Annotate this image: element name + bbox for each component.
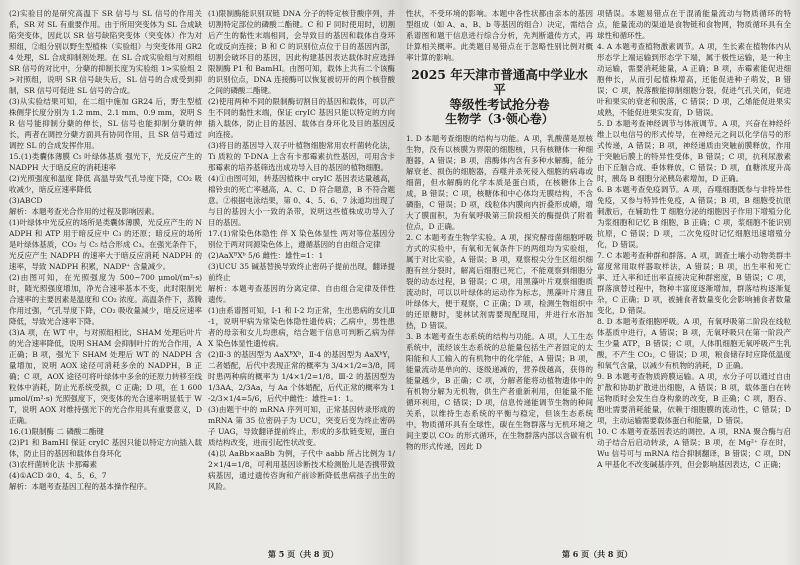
answer-paragraph: 6. B 本题考查免疫调节。A 项，吞噬细胞既参与非特异性免疫，又参与特异性免疫，A 错误；B 项，B 细胞受抗原刺激后，在辅助性 T 细胞分泌的细胞因子作用下增殖分化为浆细胞和记忆 B 细胞，B 正确；C 项，浆细胞不能识别抗原，C 错误；D 项，二次免疫时记忆细胞迅速增殖分化，D 错误。 — [597, 185, 791, 249]
continued-explanation — [406, 8, 593, 63]
answer-paragraph: (2)使用两种不同的限制酶切割目的基因和载体，可以产生不同的黏性末端，保证 cryIC 基因只能以特定的方向插入载体，防止目的基因、载体自身环化及目的基因反向连接。 — [208, 97, 395, 139]
answer-paragraph: 项错误。本题易错点在于混淆能量流动与物质循环的特点，能量流动的渠道是食物链和食物网，物质循环具有全球性和循环性。 — [597, 9, 791, 40]
answer-paragraph: (3)ABCD — [9, 196, 43, 205]
answer-list — [406, 133, 593, 452]
answer-paragraph: 2. C 本题考查生物学实验。A 项，探究酵母菌细胞呼吸方式的实验中，有氧和无氧条件下的两组均为实验组，属于对比实验，A 错误；B 项，观察根尖分生区组织细胞有丝分裂时，解离后细胞已死亡，不能观察到细胞分裂的动态过程，B 错误；C 项，用黑藻叶片观察细胞质流动时，可以以叶绿体的运动作为标志，黑藻叶片薄且叶绿体大，便于观察，C 正确；D 项，检测生物组织中的还原糖时，斐林试剂需要现配现用，并进行水浴加热，D 错误。 — [406, 233, 593, 330]
answer-paragraph: 8. D 本题考查细胞呼吸。A 项，有氧呼吸第二阶段在线粒体基质中进行，A 错误；B 项，无氧呼吸只在第一阶段产生少量 ATP，B 错误；C 项，人体肌细胞无氧呼吸产生乳酸，不产生 CO₂，C 错误；D 项，粮食储存时应降低温度和氧气含量，以减少有机物的消耗，D 正确。 — [597, 317, 791, 370]
page-number-footer: 第 5 页（共 8 页） — [268, 549, 339, 559]
answer-paragraph: 性状，不受环境的影响。本题中各性状都由亲本的基因型组成（如 A、a、B、b 等基因的组合）决定，需结合系谱图和题干信息进行综合分析，先判断遗传方式，再计算相关概率。此类题目易错点在于忽略性别比例对概率计算的影响。 — [406, 9, 593, 62]
answer-paragraph: (3)农杆菌转化法 卡那霉素 — [9, 460, 98, 469]
answer-paragraph: (2)AaXᴮXᵇ 5/6 雌性：雄性=1：1 — [208, 251, 324, 260]
right-page-column-2 — [597, 8, 791, 544]
answer-paragraph: 3. B 本题考查生态系统的结构与功能。A 项，人工生态系统中，流经该生态系统的总能量包括生产者固定的太阳能和人工输入的有机物中的化学能，A 错误；B 项，能量流动是单向的、逐级递减的，营养级越高，获得的能量越少，B 正确；C 项，分解者能将动植物遗体中的有机物分解为无机物，供生产者重新利用，但能量不能循环利用，C 错误；D 项，信息传递能调节生物的种间关系，以维持生态系统的平衡与稳定，但该生态系统中，物质循环具有全球性，碳在生物群落与无机环境之间主要以 CO₂ 的形式循环，在生物群落内部以含碳有机物的形式传递，因此 D — [406, 332, 593, 451]
exam-title — [406, 67, 593, 127]
answer-paragraph: 解析：本题考查基因的分离定律、自由组合定律及伴性遗传。 — [208, 284, 395, 304]
answer-paragraph: (1)限制酶能识别双链 DNA 分子的特定核苷酸序列，并切割特定部位的磷酸二酯键。C 和 F 同时使用时，切割后产生的黏性末端相同，会导致目的基因和载体自身环化或反向连接；B 和 C 的识别位点位于目的基因内部，切割会破坏目的基因，因此构建基因表达载体时应选择限制酶 P1 和 BamHⅠ。由图可知，载体上共有二个该酶的识别位点，DNA 连接酶可以恢复被切开的两个核苷酸之间的磷酸二酯键。 — [208, 9, 395, 95]
answer-paragraph: (4)以 AaBb×aaBb 为例，子代中 aabb 所占比例为 1/2×1/4=1/8，可利用基因诊断技术检测胎儿是否携带致病基因，通过遗传咨询和产前诊断降低患病孩子出生的风险。 — [208, 449, 395, 491]
answer-paragraph: 7. C 本题考查种群和群落。A 项，调查土壤小动物类群丰富度常用取样器取样法，A 错误；B 项，出生率和死亡率、迁入率和迁出率直接决定种群密度，B 错误；C 项，群落演替过程中，物种丰富度逐渐增加，群落结构逐渐复杂，C 正确；D 项，被捕食者数量变化会影响捕食者数量变化，D 错误。 — [597, 251, 791, 315]
answer-paragraph: 解析：本题考查光合作用的过程及影响因素。 — [9, 207, 159, 216]
answer-paragraph: (3)从实验结果可知，在二组中施加 GR24 后，野生型植株侧芽长度分别为 1.2 mm、2.1 mm、0.9 mm，说明 SR 信号能抑制分蘖的伸长，SL 信号也能抑制分蘖的伸长，两者在调控分蘖方面具有协同作用，且 SR 信号通过调控 SL 的合成发挥作用。 — [9, 97, 202, 150]
answer-paragraph: (2)实验目的是研究高温下 SR 信号与 SL 信号的作用关系，SR 对 SL 有重要作用。由于所用突变体为 SL 合成缺陷突变体，因此以 SR 信号缺陷突变体（突变体）作为对照组，②组分别以野生型植株（实验组）与突变体用 GR24 处理，SL 合成抑制剂处理。在 SL 合成实验组与对照组 SR 信号的对比中，分蘖的抑制长度为实验组 1>实验组 2>对照组，说明 SR 信号缺失后，SL 信号的合成受到抑制，SR 信号可促进 SL 信号的合成。 — [9, 9, 202, 95]
answer-paragraph: 10. C 本题考查基因表达的调控。A 项，RNA 聚合酶与启动子结合后启动转录，A 错误；B 项，在 Mg²⁺ 存在时，Wu 信号可与 mRNA 结合抑制翻译，B 错误；C 项，DNA 甲基化不改变碱基序列，但会影响基因表达，C 正确； — [597, 427, 791, 469]
answer-paragraph: (1)由系谱图可知，Ⅰ-1 和 Ⅰ-2 均正常，生出患病的女儿Ⅱ-1，说明甲病为常染色体隐性遗传病；乙病中，男性患者的母亲和女儿均患病，结合题干信息可判断乙病为伴 X 染色体显性遗传病。 — [208, 306, 395, 348]
answer-paragraph: 解析：本题考查基因工程的基本操作程序。 — [9, 482, 152, 491]
right-page-column-1 — [406, 8, 593, 544]
answer-paragraph: (4)①ACD ②0、4、5、6、7 — [9, 471, 107, 480]
answer-paragraph: (2)P1 和 BamHⅠ 保证 cryIC 基因只能以特定方向插入载体，防止目的基因和载体自身环化 — [9, 438, 202, 458]
page-number-footer: 第 6 页（共 8 页） — [562, 549, 633, 559]
answer-paragraph: 1. D 本题考查细胞的结构与功能。A 项，乳酸菌是原核生物，没有以核膜为界限的细胞核，只有核糖体一种细胞器，A 错误；B 项，溶酶体内含有多种水解酶，能分解衰老、损伤的细胞器，吞噬并杀死侵入细胞的病毒或细菌，但水解酶的化学本质是蛋白质，在核糖体上合成，B 错误；C 项，核糖体和中心体均无膜结构，不含磷脂，C 错误；D 项，线粒体内膜向内折叠形成嵴，增大了膜面积，为有氧呼吸第三阶段相关的酶提供了附着位点，D 正确。 — [406, 134, 593, 231]
answer-paragraph: (2)Ⅱ-3 的基因型为 AaXᴮXᵇ，Ⅱ-4 的基因型为 AaXᵇY，二者婚配，后代中表现正常的概率为 3/4×1/2=3/8，同时患两种病的概率为 1/4×1/2=1/8。Ⅲ-2 的基因型为 1/3AA、2/3Aa，与 Aa 个体婚配，后代正常的概率为 1-2/3×1/4=5/6，后代中雌性：雄性=1：1。 — [208, 350, 395, 403]
exam-subject-title: 生物学（3·领心卷） — [445, 112, 554, 126]
exam-title-line-2: 等级性考试抢分卷 — [449, 97, 550, 112]
answer-paragraph: (3)将目的基因导入双子叶植物细胞常用农杆菌转化法，Ti 质粒的 T-DNA 上含有卡那霉素抗性基因，可用含卡那霉素的培养基筛选出成功导入目的基因的植物细胞。 — [208, 141, 395, 172]
answer-paragraph: (1)叶绿体中光反应的场所是类囊体薄膜，光反应产生的 NADPH 和 ATP 用于暗反应中 C₃ 的还原；暗反应的场所是叶绿体基质，CO₂ 与 C₅ 结合形成 C₃。在强光条件下，光反应产生 NADPH 的速率大于暗反应消耗 NADPH 的速率，导致 NADPH 积累，NADP⁺ 含量减少。 — [9, 218, 202, 271]
answer-paragraph: (3)UCU 35 碱基替换导致终止密码子提前出现，翻译提前终止 — [208, 262, 395, 282]
answer-paragraph: 16.(1)限制酶 二 磷酸二酯键 — [9, 427, 104, 436]
answer-paragraph: (2)由图可知，在光照强度为 500~700 μmol/(m²·s) 时，随光照强度增加，净光合速率基本不变，此时限制光合速率的主要因素是温度和 CO₂ 浓度。高温条件下，蒸腾作用过强，气孔导度下降，CO₂ 吸收量减少，暗反应速率降低，导致光合速率下降。 — [9, 273, 202, 326]
left-page-column-1 — [9, 8, 202, 544]
answer-paragraph: (3)由题干中的 mRNA 序列可知，正常基因转录形成的 mRNA 第 35 位密码子为 UCU，突变后变为终止密码子 UAG，导致翻译提前终止，形成的多肽链变短，蛋白质结构改变，进而引起性状改变。 — [208, 405, 395, 447]
answer-paragraph: (2)光照强度和温度 降低 高温导致气孔导度下降，CO₂ 吸收减少，暗反应速率降低 — [9, 174, 202, 194]
right-page — [400, 0, 800, 565]
answer-paragraph: (4)①由图可知，转基因植株中 cryIC 基因表达量越高，棉铃虫的死亡率越高，A、C、D 符合题意，B 不符合题意。②根据电泳结果，第 0、4、5、6、7 泳道均出现了与目的基因大小一致的条带，说明这些植株成功导入了目的基因。 — [208, 174, 395, 227]
answer-paragraph: (3)A 项，在 WT 中，与对照组相比，SHAM 处理后叶片的光合速率降低，说明 SHAM 会抑制叶片的光合作用，A 正确；B 项，强光下 SHAM 处理后 WT 的 NADPH 含量增加，说明 AOX 途径可消耗多余的 NADPH，B 正确；C 项，AOX 途径可将叶绿体中多余的还原力转移至线粒体中消耗，防止光系统受损，C 正确；D 项，在 1 600 μmol/(m²·s) 光照强度下，突变体的光合速率明显低于 WT，说明 AOX 对维持强光下的光合作用具有重要意义，D 正确。 — [9, 328, 202, 425]
exam-title-line-1: 2025 年天津市普通高中学业水平 — [411, 67, 588, 97]
left-page-column-2 — [208, 8, 395, 544]
answer-paragraph: 9. B 本题考查物质跨膜运输。A 项，水分子可以通过自由扩散和协助扩散进出细胞，A 错误；B 项，载体蛋白在转运物质时会发生自身构象的改变，B 正确；C 项，胞吞、胞吐需要消耗能量，依赖于细胞膜的流动性，C 错误；D 项，主动运输需要载体蛋白和能量，D 错误。 — [597, 372, 791, 425]
answer-paragraph: 5. D 本题考查神经调节与体液调节。A 项，兴奋在神经纤维上以电信号的形式传导，在神经元之间以化学信号的形式传递，A 错误；B 项，神经递质由突触前膜释放，作用于突触后膜上的特异性受体，B 错误；C 项，抗利尿激素由下丘脑合成、垂体释放，C 错误；D 项，血糖浓度升高时，胰岛 B 细胞分泌胰岛素增加，D 正确。 — [597, 119, 791, 183]
answer-paragraph: 4. A 本题考查植物激素调节。A 项，生长素在植物体内从形态学上端运输到形态学下端，属于极性运输，是一种主动运输，需要消耗能量，A 正确；B 项，赤霉素能促进细胞伸长，从而引起植株增高，还能促进种子萌发，B 错误；C 项，脱落酸能抑制细胞分裂，促进气孔关闭，促进叶和果实的衰老和脱落，C 错误；D 项，乙烯能促进果实成熟，不能促进果实发育，D 错误。 — [597, 42, 791, 117]
answer-paragraph: 17.(1)常染色体隐性 伴 X 染色体显性 两对等位基因分别位于两对同源染色体上，遵循基因的自由组合定律 — [208, 229, 395, 249]
answer-paragraph: 15.(1)类囊体薄膜 C₅ 叶绿体基质 强光下，光反应产生的 NADPH 大于暗反应的消耗速率 — [9, 152, 202, 172]
